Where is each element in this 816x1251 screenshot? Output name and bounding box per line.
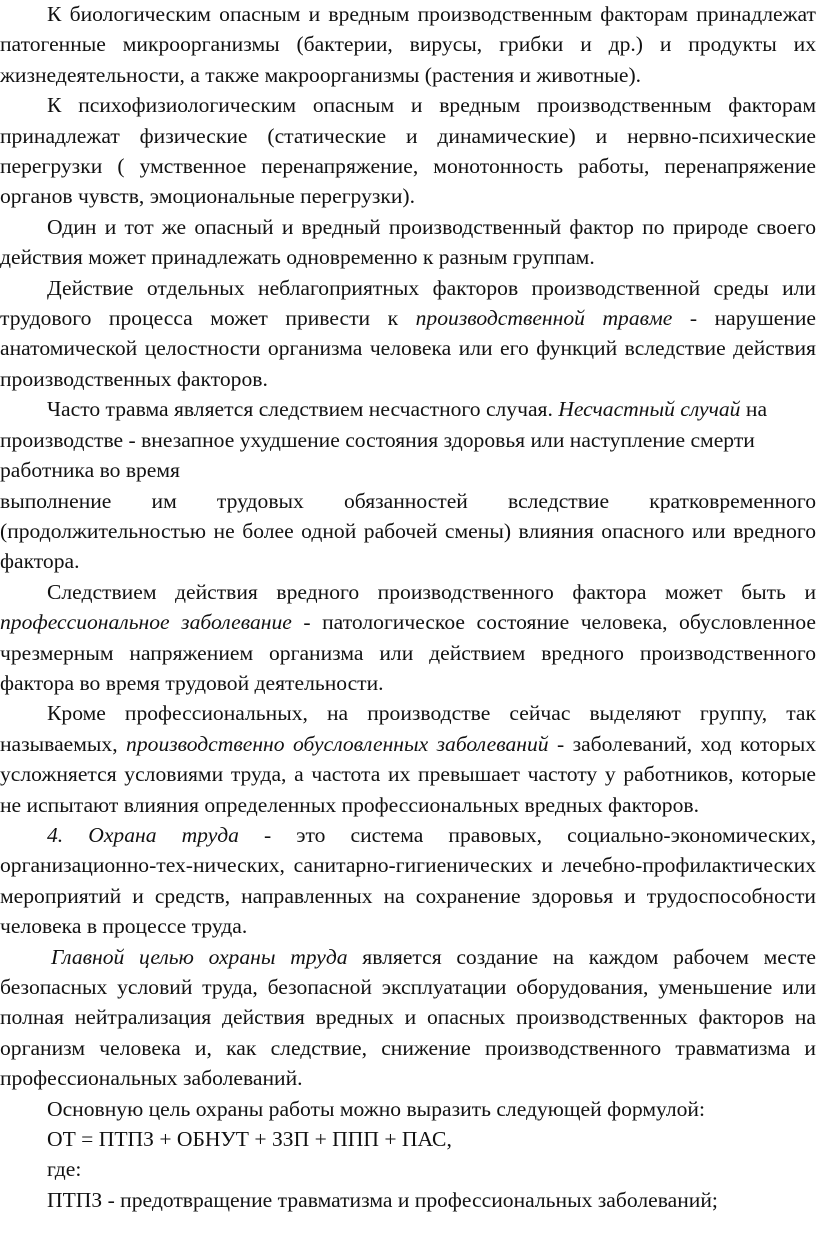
term-main-goal: Главной целью охраны труда [51,944,348,969]
paragraph-text: Действие отдельных неблагоприятных факторов производственной среды или трудового процесса может привести к [0,275,816,331]
paragraph-occupational-disease [0,577,816,699]
term-occupational-disease: профессиональное заболевание [0,610,292,635]
term-work-related-diseases: производственно обусловленных заболеваний [126,731,549,756]
paragraph-text: - заболеваний, ход которых усложняется условиями труда, а частота их превышает частоту у работников, которые не испытают влияния определенных профессиональных вредных факторов. [0,731,816,817]
paragraph-text: К психофизиологическим опасным и вредным производственным факторам принадлежат физические (статические и динамические) и нервно-психические перегрузки ( умственное перенапряжение, монотонность работы, перенапряжение органов чувств, эмоциональные перегрузки). [0,93,816,209]
paragraph-text: является создание на каждом рабочем месте безопасных условий труда, безопасной эксплуатации оборудования, уменьшение или полная нейтрализация действия вредных и опасных производственных факторов на организм человека и, как следствие, снижение производственного травматизма и профессиональных заболеваний. [0,944,816,1091]
paragraph-industrial-injury [0,273,816,395]
paragraph-work-related-diseases [0,698,816,820]
paragraph-biological-factors [0,0,816,90]
paragraph-text: Следствием действия вредного производственного фактора может быть и [47,579,816,604]
paragraph-text: - это система правовых, социально-экономических, организационно-тех-нических, санитарно-гигиенических и лечебно-профилактических мероприятий и средств, направленных на сохранение здоровья и трудоспособности человека в процессе труда. [0,822,816,939]
paragraph-main-goal [0,942,816,1094]
term-accident: Несчастный случай [558,397,741,422]
term-labor-protection: 4. Охрана труда [47,822,239,847]
paragraph-text: Часто травма является следствием несчастного случая. [47,397,559,422]
paragraph-text: ПТПЗ - предотвращение травматизма и профессиональных заболеваний; [47,1187,718,1212]
paragraph-text: выполнение им трудовых обязанностей вследствие кратковременного (продолжительностью не более одной рабочей смены) влияния опасного или вредного фактора. [0,488,816,574]
term-industrial-injury: производственной травме [415,306,673,331]
paragraph-same-factor-groups [0,212,816,273]
paragraph-text: Основную цель охраны работы можно выразить следующей формулой: [47,1096,705,1121]
paragraph-definition-ptpz [0,1185,816,1215]
paragraph-text: К биологическим опасным и вредным производственным факторам принадлежат патогенные микроорганизмы (бактерии, вирусы, грибки и др.) и продукты их жизнедеятельности, а также макроорганизмы (растения и животные). [0,2,816,87]
paragraph-where [0,1154,816,1184]
paragraph-labor-protection [0,820,816,942]
paragraph-accident-continuation [0,486,816,577]
paragraph-psychophysiological-factors [0,90,816,212]
paragraph-text: где: [47,1157,82,1182]
paragraph-text: на производстве - внезапное ухудшение состояния здоровья или наступление смерти работника во время [0,397,768,483]
paragraph-text: - нарушение анатомической целостности организма человека или его функций вследствие действия производственных факторов. [0,306,816,391]
formula-text: ОТ = ПТПЗ + ОБНУТ + ЗЗП + ППП + ПАС, [47,1127,452,1152]
formula-line [0,1124,816,1154]
paragraph-text: Кроме профессиональных, на производстве сейчас выделяют группу, так называемых, [0,701,816,756]
paragraph-accident [0,394,816,485]
paragraph-text: Один и тот же опасный и вредный производственный фактор по природе своего действия может принадлежать одновременно к разным группам. [0,214,816,270]
paragraph-formula-intro [0,1094,816,1124]
paragraph-text: - патологическое состояние человека, обусловленное чрезмерным напряжением организма или действием вредного производственного фактора во время трудовой деятельности. [0,610,816,695]
